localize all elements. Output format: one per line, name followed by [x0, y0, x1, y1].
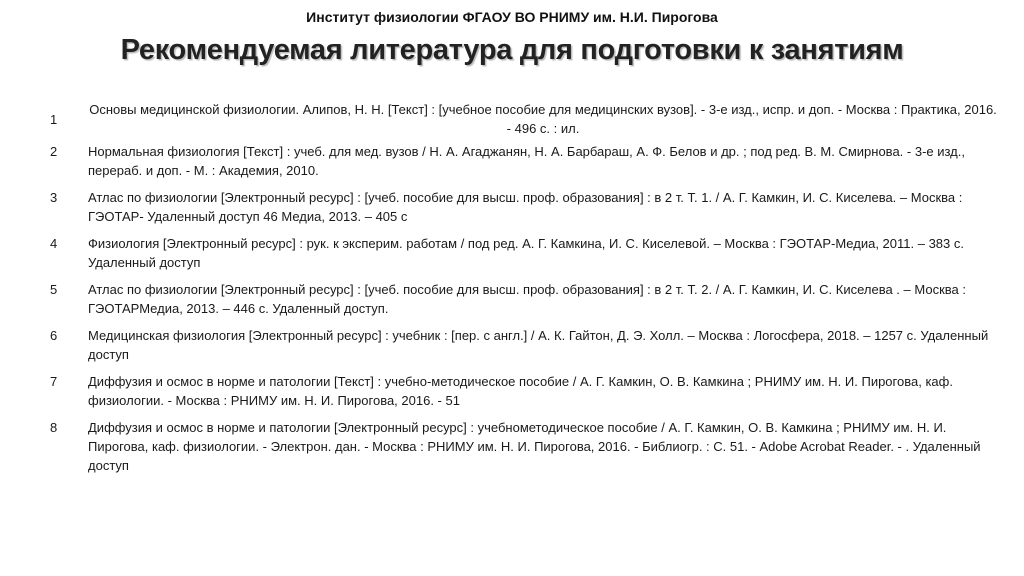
reference-list — [46, 100, 1008, 483]
reference-item — [46, 418, 1008, 475]
reference-item — [46, 372, 1008, 410]
reference-item — [46, 188, 1008, 226]
reference-text: Атлас по физиологии [Электронный ресурс] : [учеб. пособие для высш. проф. образования] : в 2 т. Т. 1. / А. Г. Камкин, И. С. Киселева. – Москва : ГЭОТАР- Удаленный доступ 46 Медиа, 2013. – 405 с — [88, 190, 963, 224]
reference-item — [46, 326, 1008, 364]
reference-item — [46, 142, 1008, 180]
reference-number: 1 — [50, 111, 58, 127]
reference-item — [46, 280, 1008, 318]
reference-number: 2 — [50, 144, 58, 159]
reference-number: 5 — [50, 282, 58, 297]
reference-text: Атлас по физиологии [Электронный ресурс] : [учеб. пособие для высш. проф. образования] : в 2 т. Т. 2. / А. Г. Камкин, И. С. Киселева . – Москва : ГЭОТАРМедиа, 2013. – 446 с. Удаленный доступ. — [88, 282, 966, 316]
reference-item — [46, 234, 1008, 272]
reference-text: Диффузия и осмос в норме и патологии [Электронный ресурс] : учебнометодическое пособие / А. Г. Камкин, О. В. Камкина ; РНИМУ им. Н. И. Пирогова, каф. физиологии. - Электрон. дан. - Москва : РНИМУ им. Н. И. Пирогова, 2016. - Библиогр. : С. 51. - Adobe Acrobat Reader. - . Удаленный доступ — [88, 420, 981, 473]
reference-text: Физиология [Электронный ресурс] : рук. к эксперим. работам / под ред. А. Г. Камкина, И. С. Киселевой. – Москва : ГЭОТАР-Медиа, 2011. – 383 с. Удаленный доступ — [88, 236, 964, 270]
reference-number: 6 — [50, 328, 58, 343]
reference-number: 3 — [50, 190, 58, 205]
reference-text: Нормальная физиология [Текст] : учеб. для мед. вузов / Н. А. Агаджанян, Н. А. Барбараш, А. Ф. Белов и др. ; под ред. В. М. Смирнова. - 3-е изд., перераб. и доп. - М. : Академия, 2010. — [88, 144, 965, 178]
reference-number: 8 — [50, 420, 58, 435]
reference-text: Диффузия и осмос в норме и патологии [Текст] : учебно-методическое пособие / А. Г. Камкин, О. В. Камкина ; РНИМУ им. Н. И. Пирогова, каф. физиологии. - Москва : РНИМУ им. Н. И. Пирогова, 2016. - 51 — [88, 374, 953, 408]
reference-number: 4 — [50, 236, 58, 251]
reference-text: Медицинская физиология [Электронный ресурс] : учебник : [пер. с англ.] / А. К. Гайтон, Д. Э. Холл. – Москва : Логосфера, 2018. – 1257 с. Удаленный доступ — [88, 328, 989, 362]
reference-text: Основы медицинской физиологии. Алипов, Н. Н. [Текст] : [учебное пособие для медицинских вузов]. - 3-е изд., испр. и доп. - Москва : Практика, 2016. - 496 с. : ил. — [89, 102, 997, 136]
reference-item — [46, 100, 1008, 138]
page-title: Рекомендуемая литература для подготовки к занятиям — [120, 34, 904, 66]
reference-number: 7 — [50, 374, 58, 389]
institute-header: Институт физиологии ФГАОУ ВО РНИМУ им. Н.И. Пирогова — [306, 9, 718, 25]
